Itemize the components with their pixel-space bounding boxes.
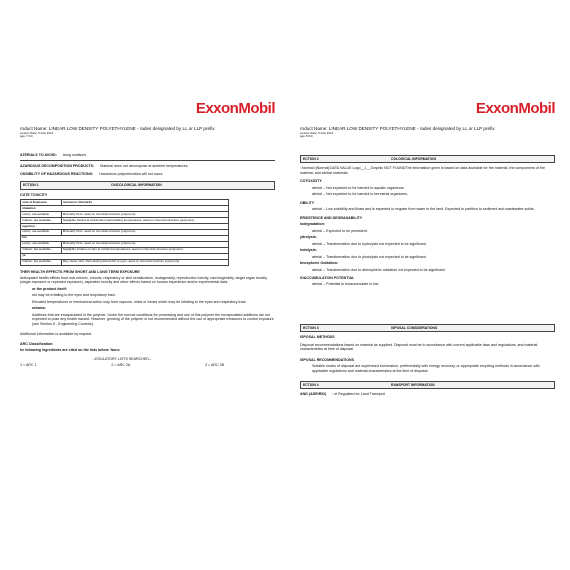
other-effects-text: Anticipated health effects from sub-chronic, chronic, respiratory or skin sensitization, mutagenicity, reproductive toxicity, carcinogenicity, target organ toxicity (single exposure or repeated exposure), aspiration toxicity and other effects based on human experience and/or experimental data.	[20, 275, 268, 285]
right-body	[300, 150, 555, 400]
table-category: ye	[21, 253, 229, 259]
mobility-title: OBILITY	[300, 200, 315, 205]
table-row: rritation: ata available. May cause mild, short-lasting discomfort to eyes. ased on chemical structure (polymers).	[21, 259, 229, 265]
acute-toxicity-table	[20, 199, 229, 265]
ecotox-line: aterial -- Not expected to be harmful to aquatic organisms.	[312, 185, 405, 190]
bioacc-title: IOACCUMULATION POTENTIAL	[300, 276, 355, 280]
materials-avoid-value: trong oxidisers	[62, 153, 87, 157]
page-header	[20, 126, 275, 139]
bioacc-text: aterial -- Potential to bioaccumulate is low.	[312, 282, 380, 287]
page-header	[300, 126, 555, 139]
page-number: age 7 f10	[20, 134, 33, 139]
revision-date: evision Date: 5 Feb 2012	[20, 130, 54, 135]
table-row: rritation: ata available. Negligible hazard at ambient/normal handling temperatures. ased on chemical structure (polymers).	[21, 218, 229, 224]
disposal-text: Disposal recommendations based on material as supplied. Disposal must be in accordance with current applicable laws and regulations, and material characteristics at time of disposal.	[300, 342, 538, 352]
other-effects-title: THER HEALTH EFFECTS FROM SHORT AND LONG TERM EXPOSURE	[20, 269, 140, 274]
table-row: oxicity: ata available. Minimally Toxic. ased on chemical structure (polymers).	[21, 241, 229, 247]
product-name: roduct Name: LINEAR LOW DENSITY POLYETHYLENE - rades designated by LL or LLP prefix	[20, 126, 215, 131]
disposal-title: ISPOSAL METHODS	[300, 335, 335, 340]
product-name: roduct Name: LINEAR LOW DENSITY POLYETHYLENE - rades designated by LL or LLP prefix	[300, 126, 495, 131]
table-category: ngestion	[21, 223, 229, 229]
land-label: AND (ADR/RID)	[300, 392, 327, 397]
biodeg-label: iodegradation:	[300, 222, 325, 227]
polym-label: OSSIBILITY OF HAZARDOUS REACTIONS:	[20, 171, 94, 176]
biodeg-text: aterial -- Expected to be persistent.	[312, 228, 368, 233]
table-header: onclusion / Remarks	[61, 200, 229, 206]
acute-toxicity-title: CUTE TOXICITY	[20, 192, 48, 197]
iarc-label: ARC Classification:	[20, 341, 54, 346]
right-page	[300, 100, 555, 520]
materials-avoid-label: ATERIALS TO AVOID:	[20, 153, 57, 157]
atmos-text: aterial -- Transformation due to atmospheric oxidation not expected to be significant.	[312, 267, 446, 272]
section-header: ECTION 4 RANSPORT INFORMATION	[300, 381, 555, 389]
table-category: nhalation	[21, 206, 229, 212]
table-row: oxicity: ata available. Minimally Toxic. ased on chemical structure (polymers).	[21, 212, 229, 218]
additional-info: Additional information is available by request.	[20, 332, 93, 337]
table-header: oute of Exposure	[21, 200, 62, 206]
table-category: kin	[21, 235, 229, 241]
exxonmobil-logo: ExxonMobil	[195, 100, 275, 117]
product-itself-text-2: Elevated temperatures or mechanical action may form vapours, mists or fumes which may be irritating to the eyes and respiratory tract.	[32, 299, 247, 304]
ecotox-line: aterial -- Not expected to be harmful to terrestrial organisms.	[312, 192, 408, 197]
disposal-rec-text: Suitable routes of disposal are supervised incineration, preferentially with energy recovery, or appropriate recycling methods in accordance with applicable regulations and material characteristics at the time of disposal.	[312, 364, 540, 373]
hydrolysis-text: aterial -- Transformation due to hydrolysis not expected to be significant.	[312, 241, 427, 246]
land-text: : ot Regulated for Land Transport	[332, 392, 385, 397]
regulatory-lists: --EGULATORY LISTS SEARCHED--	[92, 356, 152, 361]
left-body	[20, 150, 275, 368]
table-row: rritation: ata available. Negligible irritation to skin at ambient temperatures. ased on chemical structure (polymers).	[21, 247, 229, 253]
page-number: age 8 f10	[300, 134, 313, 139]
photolysis-text: aterial -- Transformation due to photolysis not expected to be significant.	[312, 254, 427, 259]
table-row: oxicity: ata available. Minimally Toxic. ased on chemical structure (polymers).	[21, 229, 229, 235]
disposal-rec-title: ISPOSAL RECOMMENDATIONS	[300, 357, 354, 362]
section-header: ECTION 2 COLOGICAL INFORMATION	[300, 155, 555, 163]
arc-legend: 1 = ARC 1 2 = ARC 2A 3 = ARC 2B	[20, 363, 224, 368]
contains-label: ontains:	[32, 306, 46, 311]
polym-value: Hazardous polymerization will not occur.	[99, 171, 164, 176]
revision-date: evision Date: 5 Feb 2012	[300, 130, 334, 135]
hydrolysis-label: ydrolysis:	[300, 235, 317, 240]
iarc-text: he following ingredients are cited on the lists below: None.	[20, 348, 121, 353]
ecotox-title: COTOXICITY	[300, 179, 322, 184]
persistence-title: ERSISTENCE AND DEGRADABILITY	[300, 215, 363, 220]
mobility-text: aterial -- Low solubility and floats and is expected to migrate from water to the land. Expected to partition to sediment and wastewater solids.	[312, 207, 535, 212]
decomp-value: Material does not decompose at ambient temperatures.	[100, 164, 189, 169]
atmos-label: tmospheric Oxidation:	[300, 261, 339, 266]
section-header: ECTION 1 OXICOLOGICAL INFORMATION	[20, 181, 275, 189]
eco-intro: ::Normal::[Normal]:DATA VALUE Logo__1__Graphic NOT FOUNDThe information given is based on data available for the material, the components of the material, and similar materials.	[300, 166, 546, 175]
decomp-label: AZARDOUS DECOMPOSITION PRODUCTS:	[20, 164, 95, 169]
exxonmobil-logo: ExxonMobil	[475, 100, 555, 117]
section-header: ECTION 3 ISPOSAL CONSIDERATIONS	[300, 324, 555, 332]
photolysis-label: hotolysis:	[300, 248, 317, 253]
contains-text: Additives that are encapsulated in the polymer. Under the normal conditions for processing and use of this polymer the encapsulated additives are not expected to pose any health hazard. However, grinding of the polymer is not recommended without the use of appropriate measures to control exposure (see Section 8 - Engineering Controls).	[32, 312, 274, 326]
left-page	[20, 100, 275, 520]
product-itself-text: ust may be irritating to the eyes and respiratory tract.	[32, 293, 116, 298]
product-itself-label: or the product itself:	[32, 286, 67, 291]
